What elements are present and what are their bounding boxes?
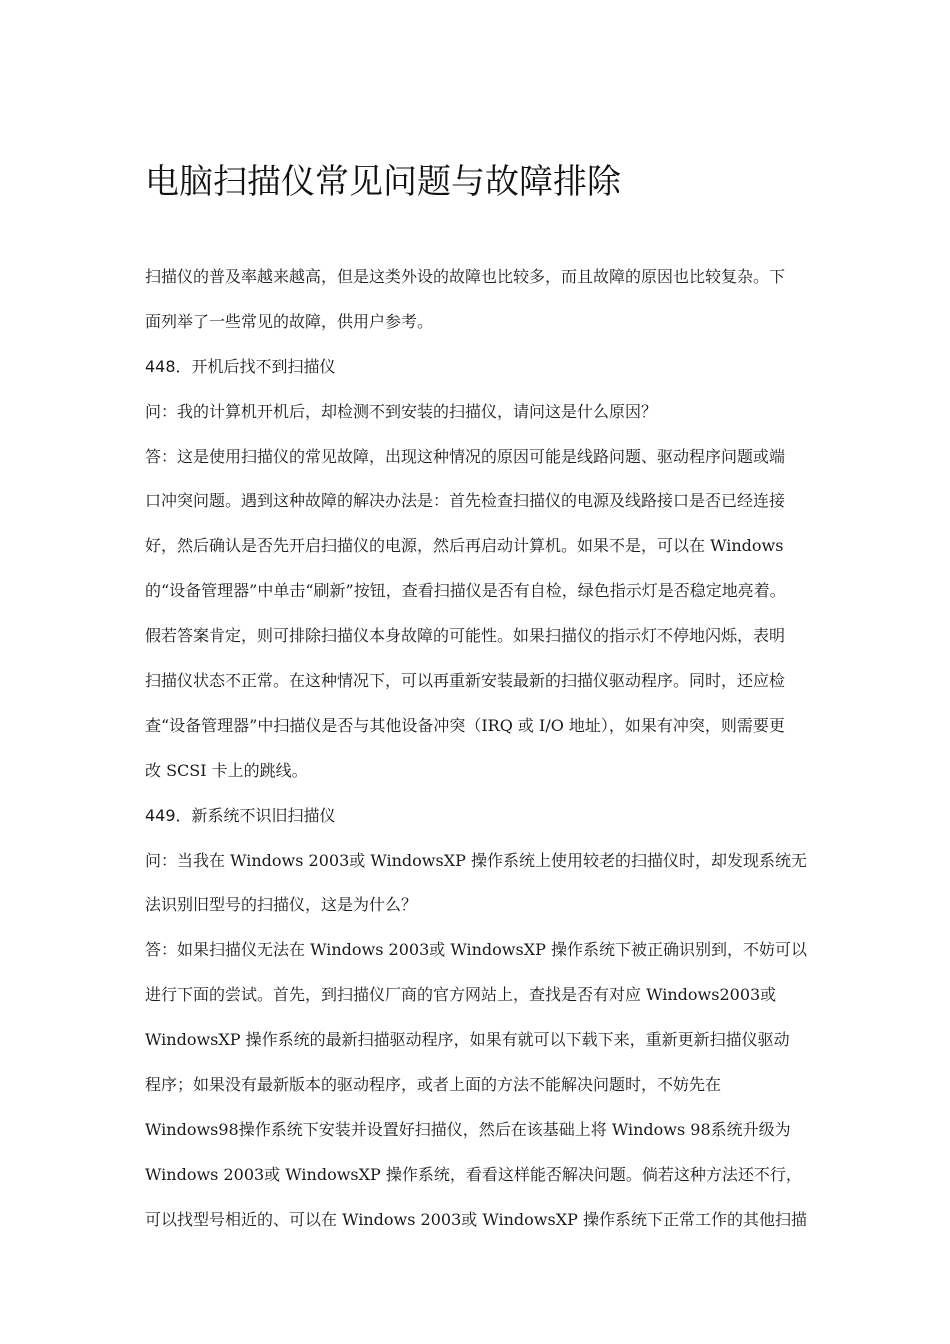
answer-line: 查“设备管理器”中扫描仪是否与其他设备冲突（IRQ 或 I/O 地址），如果有冲突，则需要更 bbox=[145, 715, 785, 735]
answer-line: WindowsXP 操作系统的最新扫描驱动程序，如果有就可以下载下来，重新更新扫描仪驱动 bbox=[145, 1030, 790, 1050]
answer-line: 好，然后确认是否先开启扫描仪的电源，然后再启动计算机。如果不是，可以在 Windows bbox=[145, 536, 784, 556]
answer-line: 进行下面的尝试。首先，到扫描仪厂商的官方网站上，查找是否有对应 Windows2003或 bbox=[145, 985, 777, 1005]
paragraph-line: 面列举了一些常见的故障，供用户参考。 bbox=[145, 311, 434, 331]
answer-line: 程序；如果没有最新版本的驱动程序，或者上面的方法不能解决问题时，不妨先在 bbox=[145, 1075, 722, 1095]
answer-line: 改 SCSI 卡上的跳线。 bbox=[145, 760, 308, 780]
section-heading: 449．新系统不识旧扫描仪 bbox=[145, 805, 336, 825]
question-line: 问：当我在 Windows 2003或 WindowsXP 操作系统上使用较老的扫描仪时，却发现系统无 bbox=[145, 850, 807, 870]
answer-line: 的“设备管理器”中单击“刷新”按钮，查看扫描仪是否有自检，绿色指示灯是否稳定地亮着。 bbox=[145, 581, 786, 601]
answer-line: Windows98操作系统下安装并设置好扫描仪，然后在该基础上将 Windows 98系统升级为 bbox=[145, 1119, 791, 1139]
paragraph-line: 扫描仪的普及率越来越高，但是这类外设的故障也比较多，而且故障的原因也比较复杂。下 bbox=[145, 267, 786, 286]
answer-line: Windows 2003或 WindowsXP 操作系统，看看这样能否解决问题。倘若这种方法还不行， bbox=[145, 1164, 802, 1184]
answer-line: 口冲突问题。遇到这种故障的解决办法是：首先检查扫描仪的电源及线路接口是否已经连接 bbox=[145, 491, 786, 511]
answer-line: 答：如果扫描仪无法在 Windows 2003或 WindowsXP 操作系统下被正确识别到，不妨可以 bbox=[145, 940, 807, 960]
answer-line: 假若答案肯定，则可排除扫描仪本身故障的可能性。如果扫描仪的指示灯不停地闪烁，表明 bbox=[145, 626, 786, 646]
answer-line: 答：这是使用扫描仪的常见故障，出现这种情况的原因可能是线路问题、驱动程序问题或端 bbox=[145, 446, 786, 466]
answer-line: 扫描仪状态不正常。在这种情况下，可以再重新安装最新的扫描仪驱动程序。同时，还应检 bbox=[145, 671, 786, 691]
answer-line: 可以找型号相近的、可以在 Windows 2003或 WindowsXP 操作系统下正常工作的其他扫描 bbox=[145, 1209, 807, 1229]
section-heading: 448．开机后找不到扫描仪 bbox=[145, 356, 336, 376]
question-line: 法识别旧型号的扫描仪，这是为什么？ bbox=[145, 895, 418, 915]
document-title: 电脑扫描仪常见问题与故障排除 bbox=[145, 162, 621, 202]
document-body bbox=[145, 255, 809, 1243]
question-line: 问：我的计算机开机后，却检测不到安装的扫描仪，请问这是什么原因？ bbox=[145, 401, 658, 421]
